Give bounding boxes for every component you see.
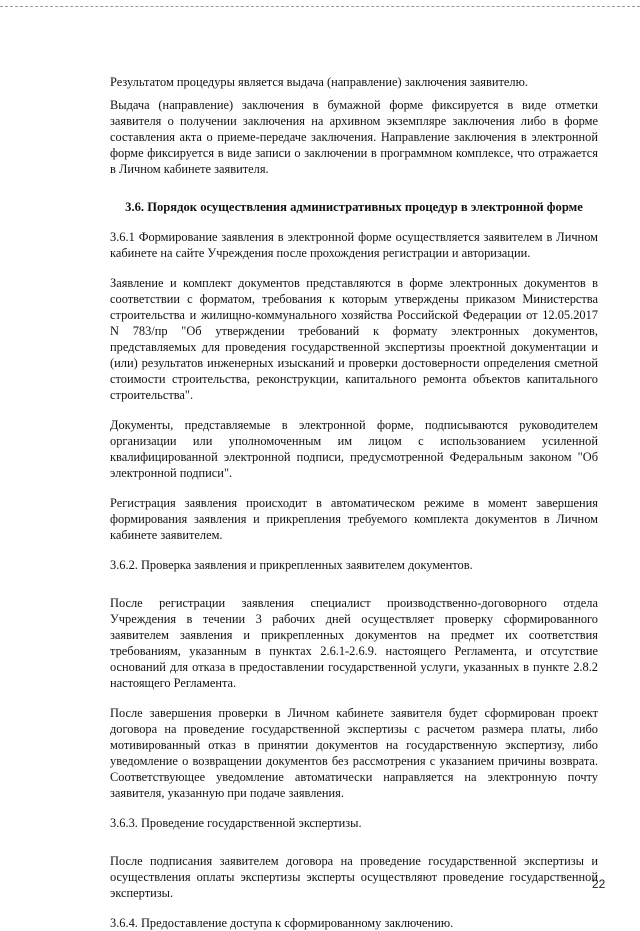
paragraph-result: Результатом процедуры является выдача (направление) заключения заявителю. <box>110 75 528 89</box>
paragraph-3-6-3: 3.6.3. Проведение государственной экспертизы. <box>110 816 362 830</box>
page-number: 22 <box>592 877 606 891</box>
paragraph-issuance: Выдача (направление) заключения в бумажной форме фиксируется в виде отметки заявителя о получении заключения на архивном экземпляре заключения либо в форме составления акта о приеме-передаче заключения. Направление заключения в электронной форме фиксируется в виде записи о заключении в программном комплексе, что отражается в Личном кабинете заявителя. <box>110 98 598 176</box>
paragraph-registration: Регистрация заявления происходит в автоматическом режиме в момент завершения формирования заявления и прикрепления требуемого комплекта документов в Личном кабинете заявителем. <box>110 496 598 542</box>
paragraph-expertise: После подписания заявителем договора на проведение государственной экспертизы и осуществления оплаты экспертизы эксперты осуществляют проведение государственной экспертизы. <box>110 854 598 900</box>
paragraph-3-6-2: 3.6.2. Проверка заявления и прикрепленных заявителем документов. <box>110 558 473 572</box>
document-page <box>110 74 598 931</box>
paragraph-check: После регистрации заявления специалист производственно-договорного отдела Учреждения в течении 3 рабочих дней осуществляет проверку сформированного заявителем заявления и прикрепленных документов на предмет их соответствия требованиям, указанным в пунктах 2.6.1-2.6.9. настоящего Регламента, и отсутствие оснований для отказа в предоставлении государственной услуги, указанных в пункте 2.8.2 настоящего Регламента. <box>110 596 598 690</box>
paragraph-documents-format: Заявление и комплект документов представляются в форме электронных документов в соответствии с форматом, требования к которым утверждены приказом Министерства строительства и жилищно-коммунального хозяйства Российской Федерации от 12.05.2017 N 783/пр "Об утверждении требований к формату электронных документов, представляемых для проведения государственной экспертизы проектной документации и (или) результатов инженерных изысканий и проверки достоверности определения сметной стоимости строительства, реконструкции, капитального ремонта объектов капитального строительства". <box>110 276 598 402</box>
section-heading-3-6: 3.6. Порядок осуществления административных процедур в электронной форме <box>125 200 583 214</box>
paragraph-3-6-1: 3.6.1 Формирование заявления в электронной форме осуществляется заявителем в Личном кабинете на сайте Учреждения после прохождения регистрации и авторизации. <box>110 230 598 260</box>
paragraph-signature: Документы, представляемые в электронной форме, подписываются руководителем организации или уполномоченным им лицом с использованием усиленной квалифицированной электронной подписи, предусмотренной Федеральным законом "Об электронной подписи". <box>110 418 598 480</box>
paragraph-3-6-4: 3.6.4. Предоставление доступа к сформированному заключению. <box>110 916 454 930</box>
scan-top-edge <box>0 6 640 7</box>
paragraph-after-check: После завершения проверки в Личном кабинете заявителя будет сформирован проект договора на проведение государственной экспертизы с расчетом размера платы, либо мотивированный отказ в принятии документов на государственную экспертизу, либо уведомление о возвращении документов без рассмотрения с указанием причины возврата. Соответствующее уведомление автоматически направляется на электронную почту заявителя, указанную при подаче заявления. <box>110 706 598 800</box>
